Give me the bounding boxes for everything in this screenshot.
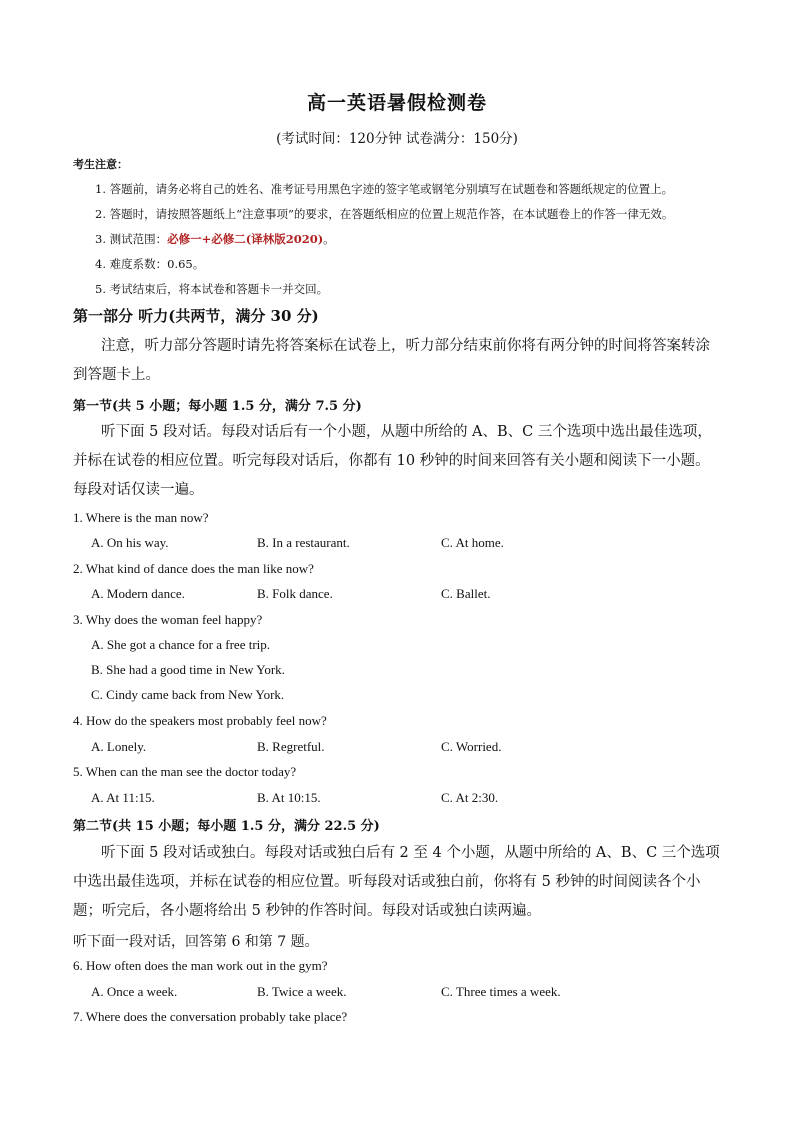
notice-heading: 考生注意： — [73, 158, 128, 171]
option-b: B. Folk dance. — [257, 586, 333, 601]
notice-scope-suffix: 。 — [323, 232, 335, 246]
option-a: A. Once a week. — [91, 984, 178, 999]
part-heading: 第一部分 听力(共两节，满分 30 分) — [73, 307, 319, 325]
option-b: B. In a restaurant. — [257, 535, 350, 550]
option-c: C. Cindy came back from New York. — [91, 687, 285, 702]
option-a: A. At 11:15. — [91, 790, 155, 805]
section-instructions: 听下面 5 段对话。每段对话后有一个小题，从题中所给的 A、B、C 三个选项中选出最佳选项，并标在试卷的相应位置。听完每段对话后，你都有 10 秒钟的时间来回答有关小题和阅读下一小题。每段对话仅读一遍。 — [73, 424, 712, 498]
notice-item: 5. 考试结束后，将本试卷和答题卡一并交回。 — [95, 282, 329, 296]
question-stem: 2. What kind of dance does the man like now? — [73, 561, 314, 576]
notice-item: 4. 难度系数：0.65。 — [95, 257, 205, 271]
option-c: C. Three times a week. — [441, 984, 561, 999]
option-c: C. Worried. — [441, 739, 502, 754]
option-b: B. Twice a week. — [257, 984, 347, 999]
question-stem: 6. How often does the man work out in the gym? — [73, 958, 328, 973]
option-c: C. Ballet. — [441, 586, 491, 601]
question-stem: 3. Why does the woman feel happy? — [73, 612, 263, 627]
question-stem: 1. Where is the man now? — [73, 510, 209, 525]
question-stem: 7. Where does the conversation probably take place? — [73, 1009, 348, 1024]
notice-item: 2. 答题时，请按照答题纸上“注意事项”的要求，在答题纸相应的位置上规范作答，在本试题卷上的作答一律无效。 — [95, 207, 674, 221]
notice-item — [95, 231, 335, 247]
option-b: B. At 10:15. — [257, 790, 321, 805]
section-heading: 第二节(共 15 小题；每小题 1.5 分，满分 22.5 分) — [73, 819, 380, 834]
part-intro: 注意，听力部分答题时请先将答案标在试卷上，听力部分结束前你将有两分钟的时间将答案转涂到答题卡上。 — [73, 338, 710, 383]
option-a: A. Lonely. — [91, 739, 147, 754]
option-b: B. Regretful. — [257, 739, 325, 754]
option-c: C. At 2:30. — [441, 790, 499, 805]
notice-scope-label: 3. 测试范围： — [95, 232, 168, 246]
notice-scope-highlight: 必修一+必修二(译林版2020) — [167, 232, 324, 246]
dialogue-lead: 听下面一段对话，回答第 6 和第 7 题。 — [73, 934, 319, 950]
option-a: A. On his way. — [91, 535, 169, 550]
page-title: 高一英语暑假检测卷 — [306, 92, 487, 114]
option-a: A. Modern dance. — [91, 586, 185, 601]
question-stem: 4. How do the speakers most probably feel now? — [73, 713, 327, 728]
section-heading: 第一节(共 5 小题；每小题 1.5 分，满分 7.5 分) — [73, 399, 362, 414]
notice-item: 1. 答题前，请务必将自己的姓名、准考证号用黑色字迹的签字笔或钢笔分别填写在试题卷和答题纸规定的位置上。 — [95, 182, 674, 196]
question-stem: 5. When can the man see the doctor today? — [73, 764, 297, 779]
section-instructions: 听下面 5 段对话或独白。每段对话或独白后有 2 至 4 个小题，从题中所给的 A、B、C 三个选项中选出最佳选项，并标在试卷的相应位置。听每段对话或独白前，你将有 5 秒钟的时间阅读各个小题；听完后，各小题将给出 5 秒钟的作答时间。每段对话或独白读两遍。 — [73, 845, 720, 919]
option-a: A. She got a chance for a free trip. — [91, 637, 271, 652]
option-b: B. She had a good time in New York. — [91, 662, 285, 677]
option-c: C. At home. — [441, 535, 504, 550]
exam-time-info: (考试时间：120分钟 试卷满分：150分) — [276, 131, 518, 147]
